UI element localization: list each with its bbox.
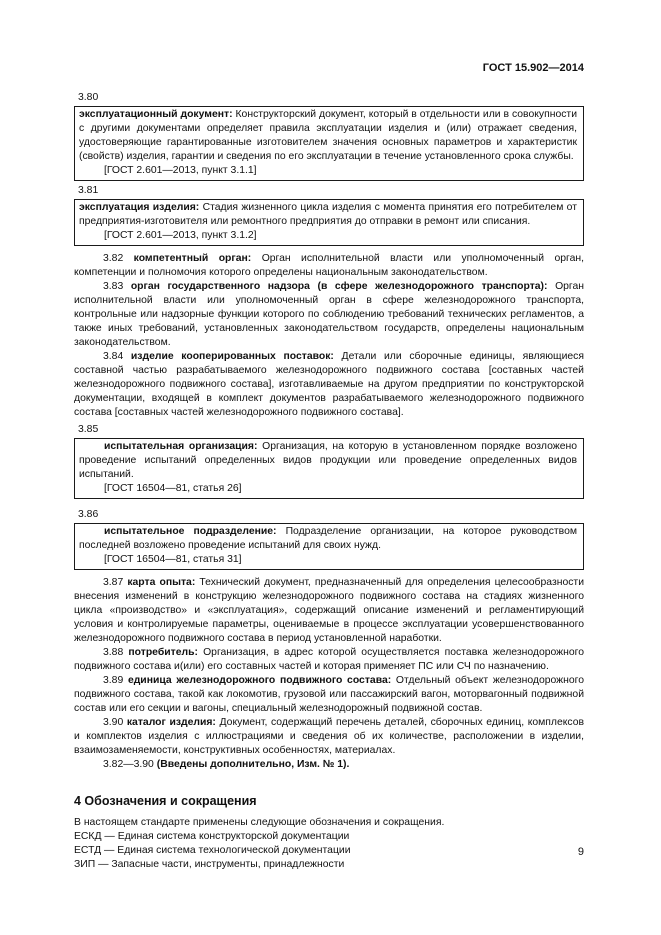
term-number: 3.86 [78, 509, 99, 520]
amendment-note [74, 758, 584, 772]
definition-text: Организация, в адрес которой осуществляется поставка железнодорожного подвижного состава и(или) его составных частей и которая применяет ПС или СЧ по назначению. [74, 647, 584, 672]
definition-text: Подразделение организации, на которое руководством последней возложено проведение испытаний для своих нужд. [79, 526, 577, 551]
term-3-88 [74, 646, 584, 674]
term-3-84 [74, 350, 584, 420]
term-title: компетентный орган: [133, 253, 252, 264]
term-number: 3.83 [103, 281, 124, 292]
term-range: 3.82—3.90 [103, 759, 154, 770]
standard-number: ГОСТ 15.902—2014 [482, 62, 584, 74]
definition-text: Стадия жизненного цикла изделия с момента принятия его потребителем от предприятия-изготовителя или ремонтного предприятия до отправки в ремонт или списания. [79, 202, 577, 227]
definition-text: Конструкторский документ, который в отдельности или в совокупности с другими документами определяет правила эксплуатации изделия и (или) отражает сведения, удостоверяющие гарантированные изготовителем значения основных параметров и характеристик (свойств) изделия, гарантии и сведения по его эксплуатации в течение установленного срока службы. [79, 109, 577, 162]
term-3-82 [74, 252, 584, 280]
term-reference: [ГОСТ 2.601—2013, пункт 3.1.1] [104, 165, 257, 176]
section-intro: В настоящем стандарте применены следующие обозначения и сокращения. [74, 817, 445, 828]
term-title: эксплуатация изделия: [79, 202, 200, 213]
term-title: единица железнодорожного подвижного состава: [127, 675, 392, 686]
term-number: 3.84 [103, 351, 124, 362]
term-number: 3.82 [103, 253, 124, 264]
term-box-3-85 [74, 438, 584, 499]
term-title: изделие кооперированных поставок: [130, 351, 334, 362]
term-box-3-81 [74, 199, 584, 246]
abbreviation-item: ЗИП — Запасные части, инструменты, принадлежности [74, 859, 345, 870]
definition-text: Отдельный объект железнодорожного подвижного состава, такой как локомотив, грузовой или пассажирский вагон, моторвагонный подвижной состав или его секции и вагоны, специальный железнодорожный подвижной состав. [74, 675, 584, 714]
term-definition [79, 201, 577, 229]
section-heading: 4 Обозначения и сокращения [74, 794, 257, 808]
term-number: 3.88 [103, 647, 124, 658]
term-definition [79, 525, 577, 553]
definition-text: Орган исполнительной власти или уполномоченный орган в сфере железнодорожного транспорта, контрольные или надзорные функции которого по соблюдению требований технических регламентов, а также иных требований, установленных законодательством государств, определены национальным законодательством. [74, 281, 585, 348]
term-definition [79, 440, 577, 482]
definition-text: Детали или сборочные единицы, являющиеся составной частью разрабатываемого железнодорожного подвижного состава [составных частей железнодорожного подвижного состава], изготавливаемые на другом предприятии по конструкторской документации, входящей в комплект документов разрабатываемого железнодорожного подвижного состава [составных частей железнодорожного подвижного состава]. [74, 351, 584, 418]
term-title: испытательное подразделение: [104, 526, 277, 537]
term-number: 3.89 [103, 675, 124, 686]
term-number: 3.90 [103, 717, 124, 728]
page-number: 9 [577, 846, 584, 858]
term-title: эксплуатационный документ: [79, 109, 233, 120]
amendment-text: (Введены дополнительно, Изм. № 1). [156, 759, 350, 770]
term-title: испытательная организация: [104, 441, 258, 452]
term-title: орган государственного надзора (в сфере железнодорожного транспорта): [130, 281, 548, 292]
term-number: 3.80 [78, 92, 99, 103]
term-number: 3.87 [103, 577, 124, 588]
definition-text: Организация, на которую в установленном порядке возложено проведение испытаний определенных видов продукции или проведение определенных видов испытаний. [79, 441, 577, 480]
term-title: каталог изделия: [126, 717, 216, 728]
term-reference: [ГОСТ 2.601—2013, пункт 3.1.2] [104, 230, 257, 241]
abbreviation-item: ЕСКД — Единая система конструкторской документации [74, 831, 350, 842]
term-definition [79, 108, 577, 164]
document-body [74, 88, 584, 872]
term-3-90 [74, 716, 584, 758]
term-number: 3.85 [78, 424, 99, 435]
term-title: карта опыта: [127, 577, 196, 588]
term-title: потребитель: [128, 647, 198, 658]
definition-text: Орган исполнительной власти или уполномоченный орган, компетенции и полномочия которого определены национальным законодательством. [74, 253, 585, 278]
term-3-89 [74, 674, 584, 716]
term-number: 3.81 [78, 185, 99, 196]
term-reference: [ГОСТ 16504—81, статья 31] [104, 554, 242, 565]
term-reference: [ГОСТ 16504—81, статья 26] [104, 483, 242, 494]
abbreviation-item: ЕСТД — Единая система технологической документации [74, 845, 351, 856]
definition-text: Документ, содержащий перечень деталей, сборочных единиц, комплексов и комплектов изделия с иллюстрациями и сведения об их количестве, расположении в изделии, взаимозаменяемости, конструктивных особенностях, материалах. [74, 717, 585, 756]
term-box-3-80 [74, 106, 584, 181]
definition-text: Технический документ, предназначенный для определения целесообразности внесения изменений в конструкцию железнодорожного подвижного состава на стадиях жизненного цикла «производство» и «эксплуатация», содержащий описание изменений и регламентирующий условия и контролируемые параметры, оцениваемые в процессе эксплуатации усовершенствованного железнодорожного подвижного состава в период установленной наработки. [74, 577, 584, 644]
term-box-3-86 [74, 523, 584, 570]
term-3-87 [74, 576, 584, 646]
term-3-83 [74, 280, 584, 350]
